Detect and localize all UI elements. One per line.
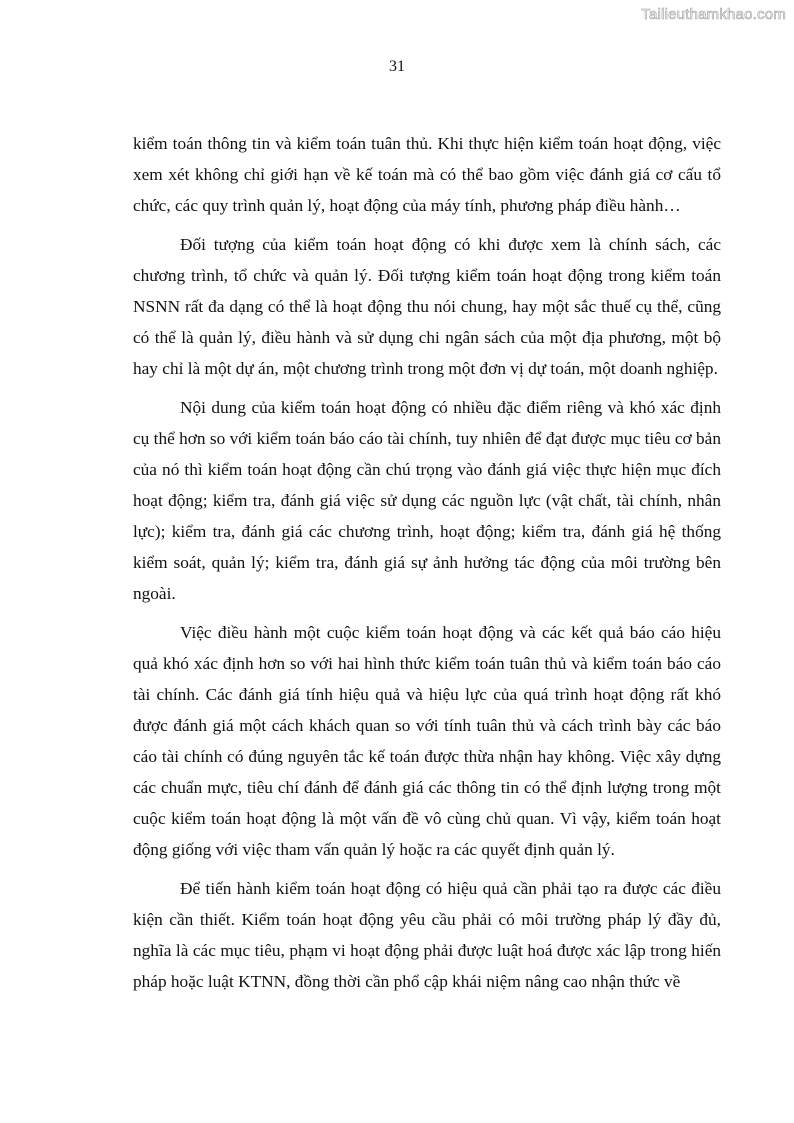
watermark: Tailieuthamkhao.com <box>641 6 786 23</box>
paragraph: Việc điều hành một cuộc kiểm toán hoạt động và các kết quả báo cáo hiệu quả khó xác định hơn so với hai hình thức kiểm toán tuân thủ và kiểm toán báo cáo tài chính. Các đánh giá tính hiệu quả và hiệu lực của quá trình hoạt động rất khó được đánh giá một cách khách quan so với tính tuân thủ và cách trình bày các báo cáo tài chính có đúng nguyên tắc kế toán được thừa nhận hay không. Việc xây dựng các chuẩn mực, tiêu chí đánh để đánh giá các thông tin có thể định lượng trong một cuộc kiểm toán hoạt động là một vấn đề vô cùng chủ quan. Vì vậy, kiểm toán hoạt động giống với việc tham vấn quản lý hoặc ra các quyết định quản lý. <box>133 623 721 859</box>
paragraph: Nội dung của kiểm toán hoạt động có nhiều đặc điểm riêng và khó xác định cụ thể hơn so với kiểm toán báo cáo tài chính, tuy nhiên để đạt được mục tiêu cơ bản của nó thì kiểm toán hoạt động cần chú trọng vào đánh giá việc thực hiện mục đích hoạt động; kiểm tra, đánh giá việc sử dụng các nguồn lực (vật chất, tài chính, nhân lực); kiểm tra, đánh giá các chương trình, hoạt động; kiểm tra, đánh giá hệ thống kiểm soát, quản lý; kiểm tra, đánh giá sự ảnh hưởng tác động của môi trường bên ngoài. <box>133 398 721 603</box>
paragraph-continuation: kiểm toán thông tin và kiểm toán tuân thủ. Khi thực hiện kiểm toán hoạt động, việc xem xét không chỉ giới hạn về kế toán mà có thể bao gồm việc đánh giá cơ cấu tổ chức, các quy trình quản lý, hoạt động của máy tính, phương pháp điều hành… <box>133 134 721 215</box>
paragraph: Đối tượng của kiểm toán hoạt động có khi được xem là chính sách, các chương trình, tổ chức và quản lý. Đối tượng kiểm toán hoạt động trong kiểm toán NSNN rất đa dạng có thể là hoạt động thu nói chung, hay một sắc thuế cụ thể, cũng có thể là quản lý, điều hành và sử dụng chi ngân sách của một địa phương, một bộ hay chỉ là một dự án, một chương trình trong một đơn vị dự toán, một doanh nghiệp. <box>133 235 721 378</box>
document-body <box>133 128 721 1005</box>
page-number: 31 <box>389 58 405 75</box>
paragraph: Để tiến hành kiểm toán hoạt động có hiệu quả cần phải tạo ra được các điều kiện cần thiết. Kiểm toán hoạt động yêu cầu phải có môi trường pháp lý đầy đủ, nghĩa là các mục tiêu, phạm vi hoạt động phải được luật hoá được xác lập trong hiến pháp hoặc luật KTNN, đồng thời cần phổ cập khái niệm nâng cao nhận thức về <box>133 879 721 991</box>
